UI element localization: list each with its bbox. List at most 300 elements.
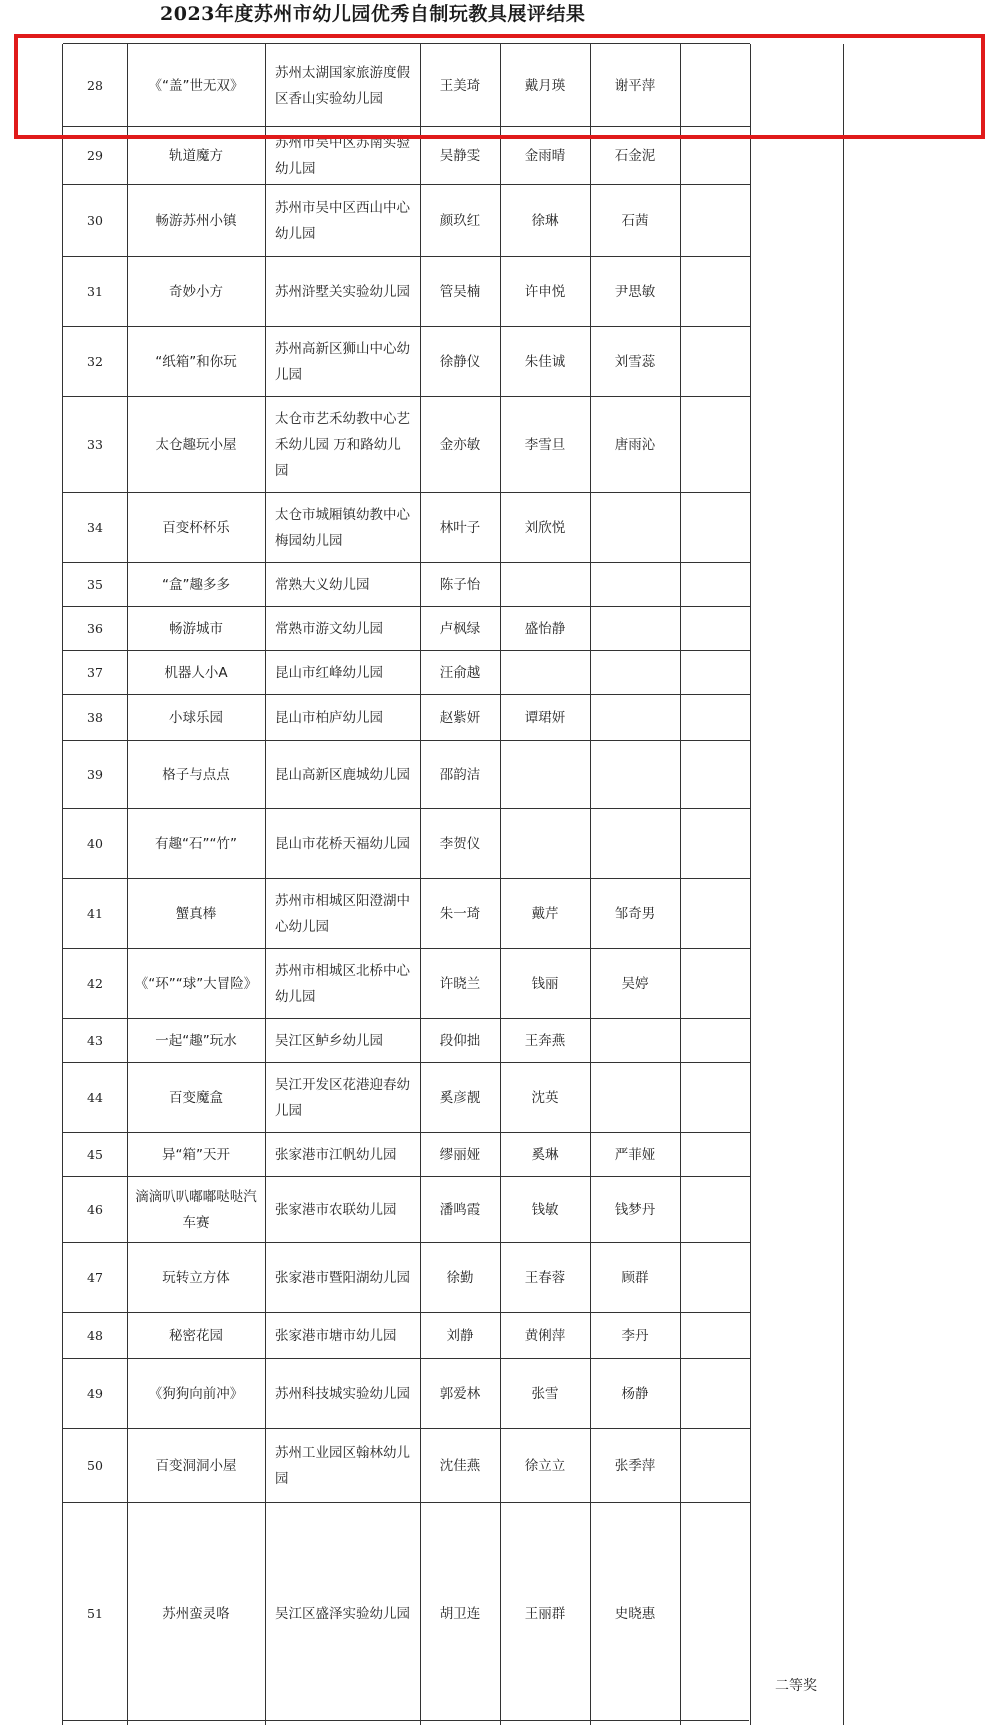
cell-kindergarten-text: 张家港市江帆幼儿园	[275, 1147, 397, 1163]
table-row	[63, 808, 750, 879]
cell-author-2-text: 李雪旦	[524, 437, 566, 453]
cell-author-1-text: 缪丽娅	[439, 1147, 481, 1163]
cell-kindergarten-text: 太仓市艺禾幼教中心艺禾幼儿园 万和路幼儿园	[275, 411, 410, 479]
cell-kindergarten-text: 张家港市暨阳湖幼儿园	[275, 1270, 410, 1286]
cell-toy-name-text: 小球乐园	[169, 710, 223, 726]
cell-number	[63, 185, 127, 257]
table-row	[63, 878, 750, 949]
cell-toy-name	[127, 127, 265, 185]
cell-author-1-text: 段仰拙	[439, 1033, 481, 1049]
cell-author-3-text: 谢平萍	[614, 77, 656, 94]
cell-toy-name	[127, 1177, 265, 1243]
table-row	[63, 1428, 750, 1503]
cell-author-1	[420, 185, 500, 257]
cell-author-2-text: 谭珺妍	[524, 710, 566, 726]
cell-author-2	[500, 607, 590, 651]
cell-kindergarten	[265, 879, 420, 949]
cell-number	[63, 1243, 127, 1313]
cell-author-2	[500, 1133, 590, 1177]
cell-author-2	[500, 563, 590, 607]
cell-toy-name	[127, 741, 265, 809]
cell-author-2	[500, 809, 590, 879]
cell-number	[63, 1063, 127, 1133]
cell-author-2	[500, 1503, 590, 1725]
cell-kindergarten-text: 吴江开发区花港迎春幼儿园	[275, 1077, 410, 1119]
cell-author-3	[590, 257, 680, 327]
cell-toy-name-text: 蟹真棒	[175, 906, 217, 922]
cell-author-3	[590, 1063, 680, 1133]
cell-author-1-text: 朱一琦	[439, 906, 481, 922]
cell-number-text: 39	[87, 767, 103, 782]
cell-author-3	[590, 185, 680, 257]
cell-author-3	[590, 1313, 680, 1359]
cell-toy-name-text: 《“环”“球”大冒险》	[134, 976, 258, 992]
cell-author-2	[500, 1019, 590, 1063]
cell-toy-name	[127, 809, 265, 879]
cell-toy-name	[127, 1243, 265, 1313]
cell-number-text: 34	[87, 520, 103, 535]
cell-author-1	[420, 695, 500, 741]
cell-toy-name	[127, 44, 265, 127]
cell-author-1	[420, 809, 500, 879]
cell-kindergarten-text: 苏州市相城区北桥中心幼儿园	[275, 963, 410, 1005]
cell-author-1-text: 陈子怡	[439, 577, 481, 593]
cell-author-1-text: 奚彦靓	[439, 1090, 481, 1106]
cell-author-1	[420, 257, 500, 327]
cell-author-1	[420, 879, 500, 949]
cell-toy-name-text: 《“盖”世无双》	[148, 77, 244, 94]
cell-kindergarten	[265, 809, 420, 879]
table-row	[63, 1502, 750, 1725]
cell-kindergarten	[265, 741, 420, 809]
cell-author-2	[500, 1359, 590, 1429]
cell-author-1-text: 胡卫连	[439, 1606, 481, 1622]
cell-number	[63, 1019, 127, 1063]
cell-author-3-text: 邹奇男	[614, 906, 656, 922]
cell-author-1-text: 许晓兰	[439, 976, 481, 992]
cell-author-2	[500, 741, 590, 809]
cell-toy-name-text: 格子与点点	[162, 767, 230, 783]
cell-toy-name	[127, 493, 265, 563]
cell-author-3	[590, 1429, 680, 1503]
cell-author-3	[590, 809, 680, 879]
cell-author-2	[500, 185, 590, 257]
cell-author-3	[590, 741, 680, 809]
table-row	[63, 606, 750, 651]
cell-toy-name-text: 机器人小A	[164, 665, 228, 681]
cell-number	[63, 127, 127, 185]
cell-author-2	[500, 327, 590, 397]
table-row	[63, 492, 750, 563]
cell-toy-name-text: 异“箱”天开	[162, 1147, 230, 1163]
cell-author-2	[500, 1063, 590, 1133]
cell-author-3-text: 尹思敏	[614, 284, 656, 300]
cell-author-2	[500, 1177, 590, 1243]
table-row	[63, 256, 750, 327]
cell-kindergarten-text: 太仓市城厢镇幼教中心梅园幼儿园	[275, 507, 410, 549]
cell-author-2	[500, 1243, 590, 1313]
cell-kindergarten-text: 苏州市吴中区西山中心幼儿园	[275, 200, 410, 242]
cell-toy-name-text: 玩转立方体	[162, 1270, 230, 1286]
table-row	[63, 126, 750, 185]
table-row	[63, 1018, 750, 1063]
cell-author-3	[590, 879, 680, 949]
cell-number-text: 42	[87, 976, 103, 991]
cell-number	[63, 493, 127, 563]
cell-author-1-text: 吴静雯	[439, 148, 481, 164]
cell-author-1-text: 卢枫绿	[439, 621, 481, 637]
cell-number	[63, 607, 127, 651]
cell-kindergarten	[265, 127, 420, 185]
cell-number	[63, 397, 127, 493]
cell-number	[63, 1503, 127, 1725]
cell-kindergarten	[265, 44, 420, 127]
cell-author-3	[590, 1019, 680, 1063]
cell-author-3	[590, 1177, 680, 1243]
cell-kindergarten-text: 昆山市柏庐幼儿园	[275, 710, 383, 726]
cell-number	[63, 651, 127, 695]
cell-author-1	[420, 651, 500, 695]
cell-author-3	[590, 1243, 680, 1313]
cell-toy-name	[127, 1063, 265, 1133]
cell-kindergarten-text: 常熟市游文幼儿园	[275, 621, 383, 637]
cell-number	[63, 327, 127, 397]
cell-author-1	[420, 563, 500, 607]
cell-number	[63, 695, 127, 741]
cell-author-2	[500, 397, 590, 493]
cell-author-1	[420, 1359, 500, 1429]
cell-kindergarten-text: 张家港市农联幼儿园	[275, 1202, 397, 1218]
cell-kindergarten-text: 苏州科技城实验幼儿园	[275, 1386, 410, 1402]
cell-author-1-text: 管吴楠	[439, 284, 481, 300]
cell-toy-name	[127, 1359, 265, 1429]
cell-kindergarten-text: 吴江区鲈乡幼儿园	[275, 1033, 383, 1049]
cell-author-2-text: 黄俐萍	[524, 1328, 566, 1344]
cell-kindergarten-text: 苏州市相城区阳澄湖中心幼儿园	[275, 893, 410, 935]
cell-toy-name	[127, 695, 265, 741]
cell-number-text: 48	[87, 1328, 103, 1343]
award-label: 二等奖	[775, 1678, 817, 1694]
cell-kindergarten	[265, 563, 420, 607]
cell-toy-name-text: 奇妙小方	[169, 284, 223, 300]
cell-number-text: 41	[87, 906, 103, 921]
cell-toy-name-text: 百变杯杯乐	[162, 520, 230, 536]
cell-number	[63, 1429, 127, 1503]
cell-kindergarten	[265, 1359, 420, 1429]
cell-toy-name	[127, 607, 265, 651]
cell-toy-name	[127, 651, 265, 695]
cell-author-2-text: 戴月瑛	[524, 77, 566, 94]
cell-kindergarten	[265, 695, 420, 741]
cell-toy-name	[127, 1019, 265, 1063]
cell-author-2-text: 徐立立	[524, 1458, 566, 1474]
cell-author-3	[590, 949, 680, 1019]
cell-number-text: 45	[87, 1147, 103, 1162]
cell-toy-name-text: 百变洞洞小屋	[155, 1458, 237, 1474]
cell-toy-name-text: 《狗狗向前冲》	[148, 1386, 244, 1402]
cell-number	[63, 44, 127, 127]
cell-kindergarten-text: 昆山市红峰幼儿园	[275, 665, 383, 681]
table-row	[63, 326, 750, 397]
cell-author-1-text: 徐静仪	[439, 354, 481, 370]
table-row	[63, 43, 750, 127]
cell-toy-name-text: “纸箱”和你玩	[155, 354, 237, 370]
cell-author-1	[420, 1243, 500, 1313]
cell-author-2	[500, 695, 590, 741]
cell-author-2	[500, 1313, 590, 1359]
table-row	[63, 562, 750, 607]
cell-toy-name-text: 苏州蛮灵咯	[162, 1606, 230, 1622]
cell-kindergarten-text: 吴江区盛泽实验幼儿园	[275, 1606, 410, 1622]
cell-number-text: 44	[87, 1090, 103, 1105]
cell-number-text: 35	[87, 577, 103, 592]
cell-kindergarten-text: 苏州太湖国家旅游度假区香山实验幼儿园	[275, 64, 410, 107]
cell-author-3	[590, 651, 680, 695]
cell-toy-name	[127, 1313, 265, 1359]
cell-kindergarten	[265, 185, 420, 257]
cell-author-2-text: 王丽群	[524, 1606, 566, 1622]
cell-kindergarten	[265, 949, 420, 1019]
cell-author-3	[590, 397, 680, 493]
cell-kindergarten	[265, 1503, 420, 1725]
cell-author-3-text: 张季萍	[614, 1458, 656, 1474]
cell-author-1-text: 徐勤	[446, 1270, 474, 1286]
cell-kindergarten-text: 常熟大义幼儿园	[275, 577, 370, 593]
cell-author-1	[420, 1133, 500, 1177]
cell-author-1	[420, 741, 500, 809]
cell-number-text: 47	[87, 1270, 103, 1285]
cell-author-3-text: 石茜	[621, 213, 649, 229]
cell-author-1-text: 刘静	[446, 1328, 474, 1344]
cell-author-2-text: 金雨晴	[524, 148, 566, 164]
cell-kindergarten-text: 张家港市塘市幼儿园	[275, 1328, 397, 1344]
cell-toy-name	[127, 563, 265, 607]
cell-author-1-text: 赵紫妍	[439, 710, 481, 726]
cell-number-text: 40	[87, 836, 103, 851]
cell-author-2-text: 徐琳	[531, 213, 559, 229]
cell-author-1-text: 邵韵洁	[439, 767, 481, 783]
cell-toy-name-text: 太仓趣玩小屋	[155, 437, 237, 453]
cell-toy-name	[127, 879, 265, 949]
cell-number-text: 50	[87, 1458, 103, 1473]
cell-author-3-text: 史晓惠	[614, 1606, 656, 1622]
cell-author-2	[500, 949, 590, 1019]
cell-kindergarten	[265, 257, 420, 327]
cell-kindergarten	[265, 651, 420, 695]
cell-author-1-text: 李贺仪	[439, 836, 481, 852]
cell-kindergarten-text: 苏州工业园区翰林幼儿园	[275, 1445, 410, 1487]
cell-number	[63, 563, 127, 607]
cell-toy-name-text: 畅游城市	[169, 621, 223, 637]
cell-toy-name-text: 轨道魔方	[169, 148, 223, 164]
cell-kindergarten-text: 苏州高新区狮山中心幼儿园	[275, 341, 410, 383]
cell-kindergarten-text: 昆山高新区鹿城幼儿园	[275, 767, 410, 783]
cell-toy-name-text: “盒”趣多多	[162, 577, 230, 593]
cell-author-1-text: 林叶子	[439, 520, 481, 536]
table-row	[63, 1176, 750, 1243]
cell-toy-name-text: 百变魔盒	[169, 1090, 223, 1106]
cell-author-2	[500, 44, 590, 127]
table-row	[63, 740, 750, 809]
cell-author-3	[590, 44, 680, 127]
cell-author-3-text: 刘雪蕊	[614, 354, 656, 370]
cell-author-2-text: 王春蓉	[524, 1270, 566, 1286]
cell-number	[63, 809, 127, 879]
cell-author-3-text: 李丹	[621, 1328, 649, 1344]
cell-author-2	[500, 257, 590, 327]
cell-number-text: 37	[87, 665, 103, 680]
cell-number	[63, 1133, 127, 1177]
table-row	[63, 948, 750, 1019]
cell-author-2-text: 戴芹	[531, 906, 559, 922]
cell-author-1	[420, 1019, 500, 1063]
cell-kindergarten	[265, 607, 420, 651]
table-row	[63, 184, 750, 257]
cell-author-2-text: 刘欣悦	[524, 520, 566, 536]
cell-number	[63, 1177, 127, 1243]
cell-toy-name	[127, 1133, 265, 1177]
cell-toy-name-text: 畅游苏州小镇	[155, 213, 237, 229]
cell-toy-name-text: 一起“趣”玩水	[155, 1033, 237, 1049]
cell-author-3-text: 顾群	[621, 1270, 649, 1286]
cell-number	[63, 741, 127, 809]
cell-kindergarten	[265, 1019, 420, 1063]
cell-author-3	[590, 1503, 680, 1725]
cell-number-text: 33	[87, 437, 103, 452]
cell-number	[63, 1313, 127, 1359]
table-row	[63, 1312, 750, 1359]
cell-author-1	[420, 327, 500, 397]
cell-author-2-text: 张雪	[531, 1386, 559, 1402]
cell-number-text: 29	[87, 148, 103, 163]
cell-toy-name	[127, 1429, 265, 1503]
cell-number-text: 36	[87, 621, 103, 636]
cell-author-3-text: 杨静	[621, 1386, 649, 1402]
cell-number-text: 31	[87, 284, 103, 299]
cell-author-1	[420, 397, 500, 493]
cell-toy-name-text: 秘密花园	[169, 1328, 223, 1344]
cell-author-1	[420, 1177, 500, 1243]
cell-author-3	[590, 695, 680, 741]
cell-toy-name-text: 滴滴叭叭嘟嘟哒哒汽车赛	[135, 1189, 257, 1231]
cell-kindergarten	[265, 1177, 420, 1243]
table-row	[63, 1358, 750, 1429]
table-row	[63, 650, 750, 695]
cell-toy-name	[127, 185, 265, 257]
cell-author-1	[420, 1313, 500, 1359]
page-title: 2023年度苏州市幼儿园优秀自制玩教具展评结果	[160, 3, 586, 25]
cell-author-1-text: 潘鸣霞	[439, 1202, 481, 1218]
cell-kindergarten	[265, 1429, 420, 1503]
cell-author-1-text: 金亦敏	[439, 437, 481, 453]
cell-author-2-text: 盛怡静	[524, 621, 566, 637]
cell-toy-name	[127, 949, 265, 1019]
cell-kindergarten-text: 苏州浒墅关实验幼儿园	[275, 284, 410, 300]
cell-author-1	[420, 44, 500, 127]
cell-author-1	[420, 1503, 500, 1725]
table-row	[63, 1242, 750, 1313]
cell-author-2-text: 王奔燕	[524, 1033, 566, 1049]
cell-number-text: 46	[87, 1202, 103, 1217]
award-column	[749, 44, 844, 1725]
cell-author-3	[590, 563, 680, 607]
cell-number	[63, 257, 127, 327]
cell-toy-name	[127, 257, 265, 327]
cell-toy-name	[127, 327, 265, 397]
table-row	[63, 694, 750, 741]
cell-author-1	[420, 1429, 500, 1503]
cell-number	[63, 949, 127, 1019]
cell-author-3	[590, 493, 680, 563]
cell-author-3-text: 唐雨沁	[614, 437, 656, 453]
cell-author-1-text: 颜玖红	[439, 213, 481, 229]
cell-number-text: 43	[87, 1033, 103, 1048]
cell-number-text: 49	[87, 1386, 103, 1401]
cell-author-2-text: 朱佳诚	[524, 354, 566, 370]
results-table	[62, 44, 751, 1725]
cell-author-1	[420, 127, 500, 185]
cell-author-1-text: 王美琦	[439, 77, 481, 94]
cell-author-3-text: 严菲娅	[614, 1147, 656, 1163]
cell-kindergarten	[265, 1243, 420, 1313]
cell-number-text: 51	[87, 1606, 103, 1621]
table-bottom-line	[62, 1720, 749, 1721]
cell-kindergarten-text: 苏州市吴中区苏南实验幼儿园	[275, 135, 410, 177]
cell-toy-name	[127, 397, 265, 493]
cell-number	[63, 1359, 127, 1429]
cell-author-3	[590, 607, 680, 651]
cell-author-1	[420, 1063, 500, 1133]
cell-kindergarten-text: 昆山市花桥天福幼儿园	[275, 836, 410, 852]
cell-author-2-text: 钱丽	[531, 976, 559, 992]
cell-author-1-text: 沈佳燕	[439, 1458, 481, 1474]
cell-number-text: 30	[87, 213, 103, 228]
table-row	[63, 1132, 750, 1177]
cell-number-text: 32	[87, 354, 103, 369]
cell-kindergarten	[265, 1063, 420, 1133]
table-row	[63, 396, 750, 493]
cell-author-1	[420, 607, 500, 651]
cell-author-2-text: 钱敏	[531, 1202, 559, 1218]
cell-kindergarten	[265, 397, 420, 493]
table-row	[63, 1062, 750, 1133]
cell-author-3	[590, 327, 680, 397]
cell-author-2	[500, 879, 590, 949]
cell-author-1	[420, 493, 500, 563]
cell-toy-name-text: 有趣“石”“竹”	[155, 836, 237, 852]
cell-author-1-text: 汪俞越	[439, 665, 481, 681]
cell-author-2	[500, 127, 590, 185]
cell-author-3	[590, 1359, 680, 1429]
cell-author-2	[500, 493, 590, 563]
cell-kindergarten	[265, 1133, 420, 1177]
cell-number-text: 28	[87, 77, 103, 93]
cell-number-text: 38	[87, 710, 103, 725]
cell-author-3	[590, 127, 680, 185]
cell-author-3-text: 吴婷	[621, 976, 649, 992]
cell-number	[63, 879, 127, 949]
cell-author-3-text: 钱梦丹	[614, 1202, 656, 1218]
cell-author-2	[500, 651, 590, 695]
cell-author-3	[590, 1133, 680, 1177]
cell-author-2-text: 沈英	[531, 1090, 559, 1106]
cell-toy-name	[127, 1503, 265, 1725]
cell-kindergarten	[265, 327, 420, 397]
cell-author-1-text: 郭爱林	[439, 1386, 481, 1402]
cell-author-2	[500, 1429, 590, 1503]
cell-author-2-text: 许申悦	[524, 284, 566, 300]
cell-kindergarten	[265, 1313, 420, 1359]
